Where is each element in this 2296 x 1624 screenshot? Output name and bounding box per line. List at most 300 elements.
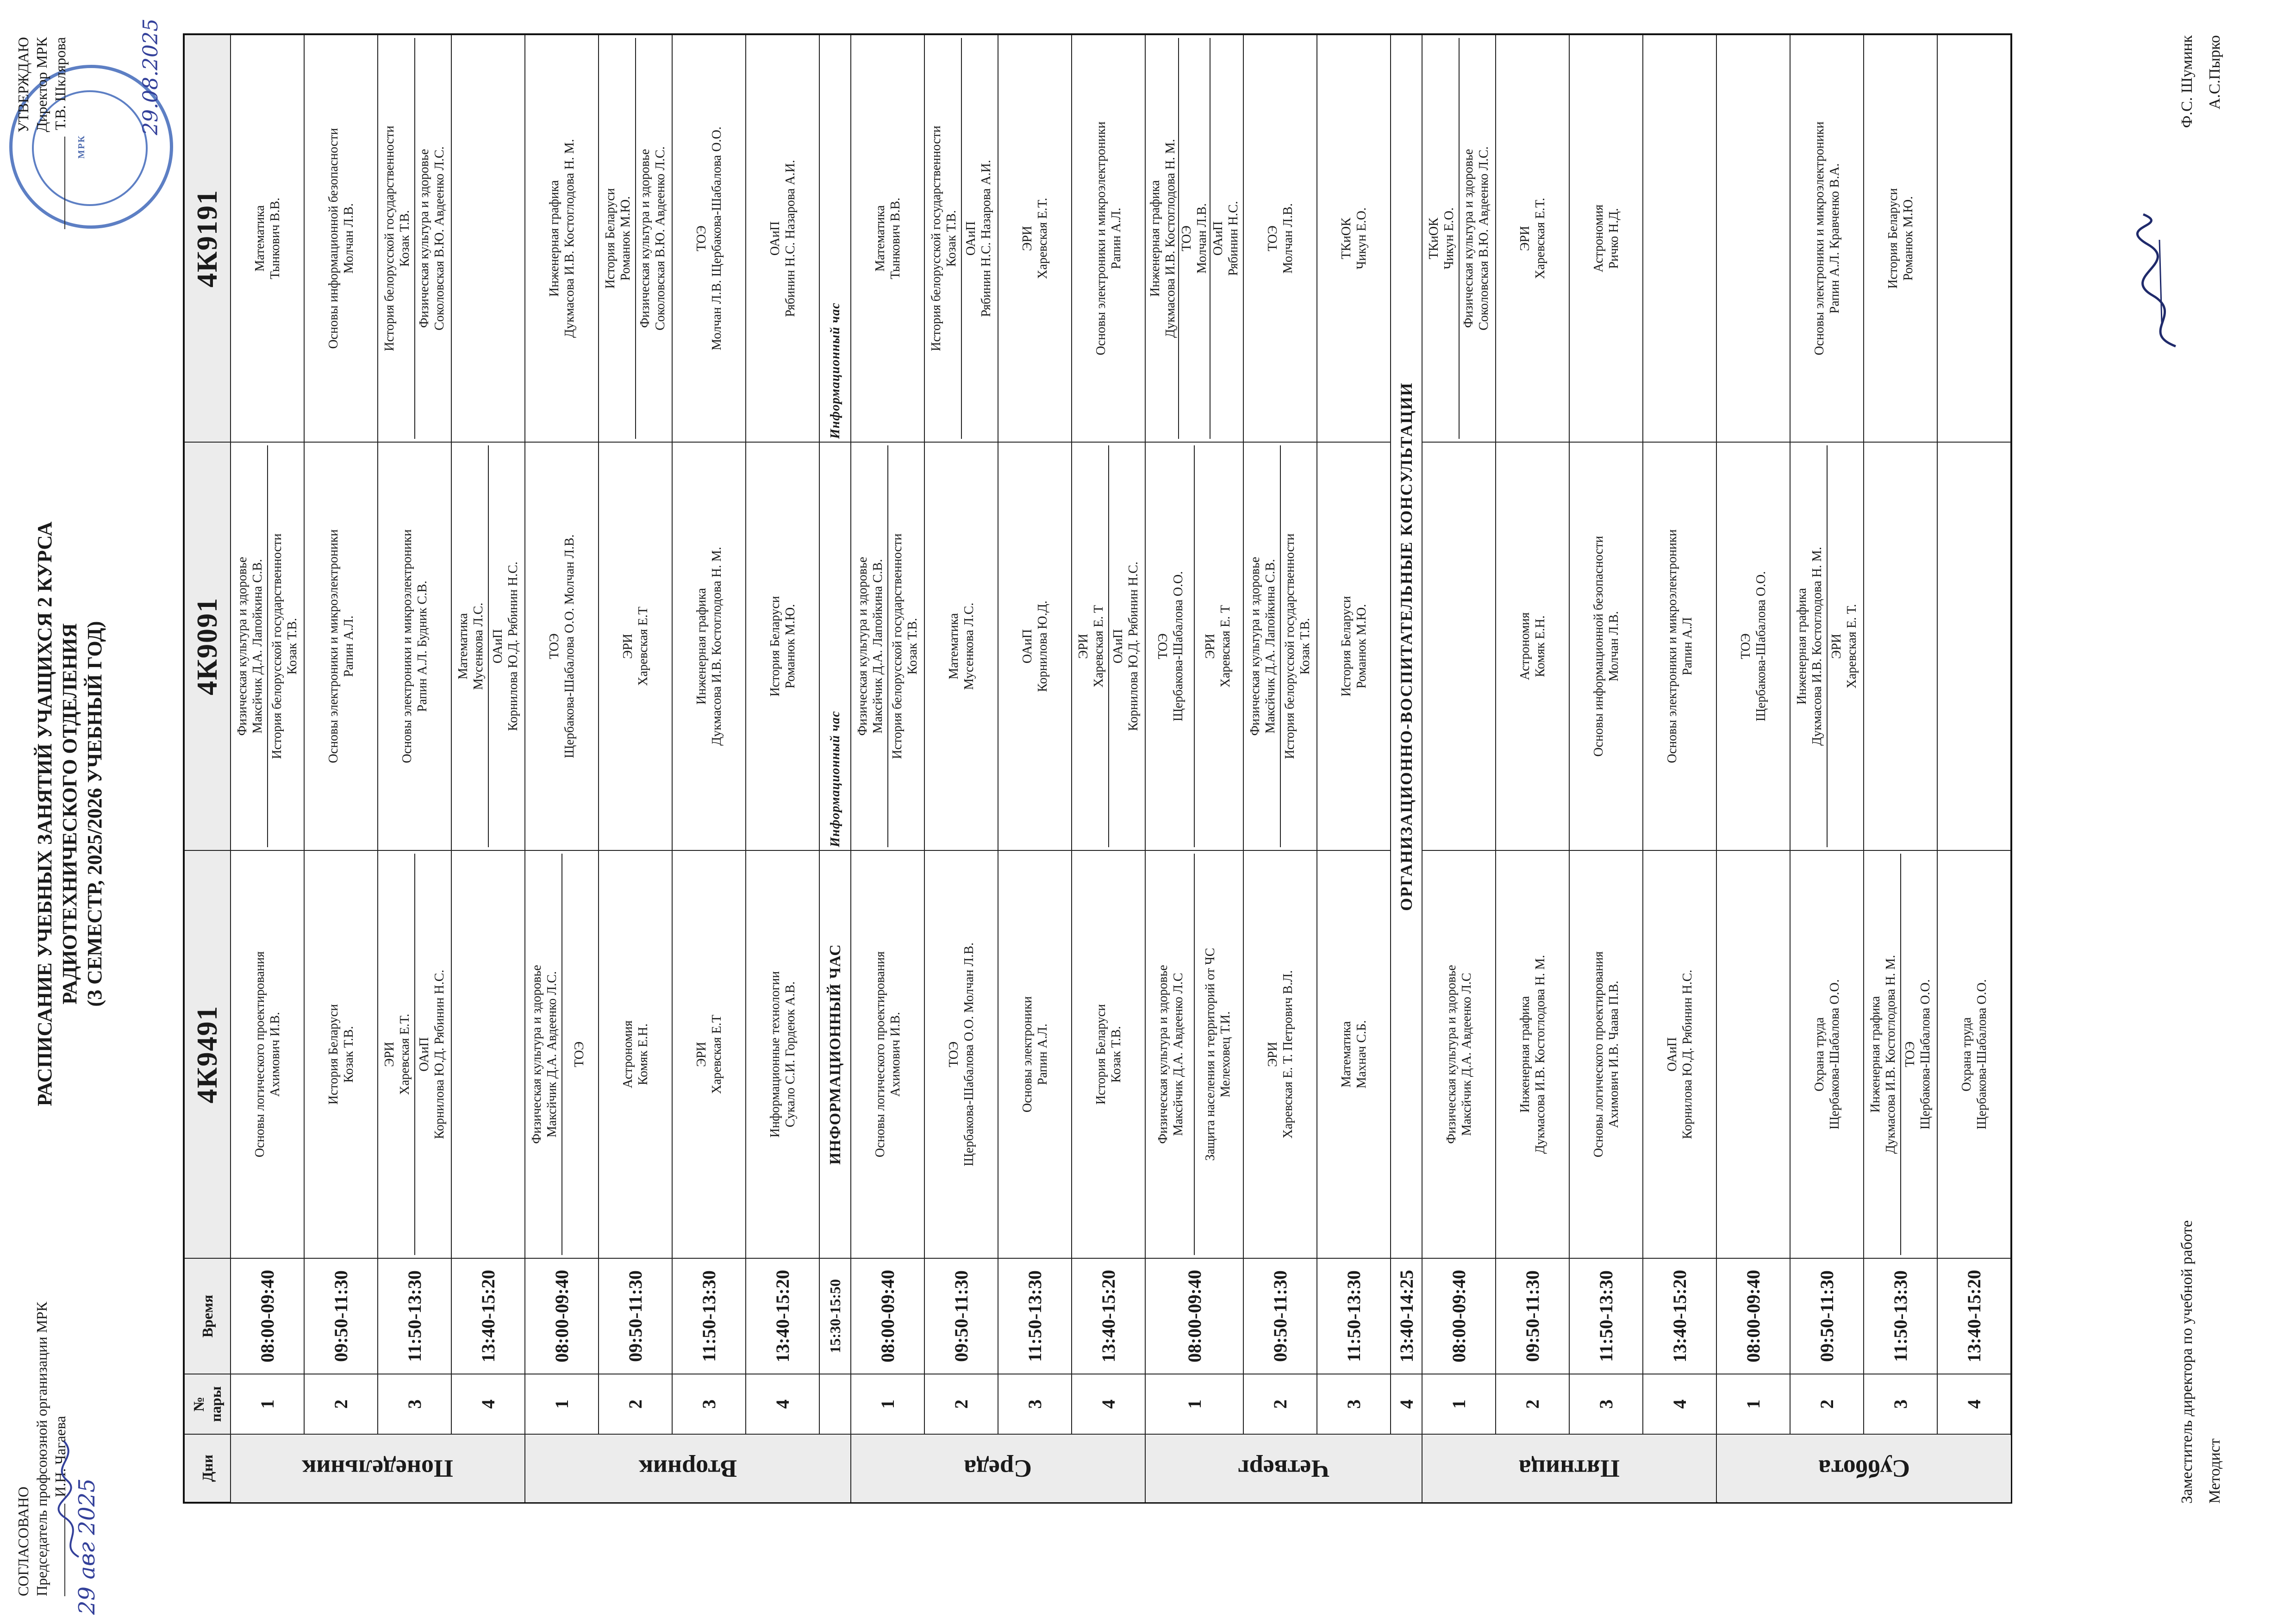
subject-name: Инженерная графика: [1148, 180, 1162, 297]
lesson-cell: [1496, 34, 1569, 442]
lesson-part: [1280, 445, 1315, 847]
teacher-name: Ахимович И.В.: [888, 1012, 903, 1097]
table-row: [1422, 34, 1496, 1503]
agreed-heading: СОГЛАСОВАНО: [15, 1487, 31, 1596]
lesson-content: [1339, 445, 1369, 847]
subject-name: ОАиП: [1211, 221, 1225, 256]
subject-name: ЭРИ: [1203, 633, 1217, 659]
table-row: [304, 34, 378, 1503]
table-row: [1317, 34, 1391, 1503]
lesson-content: [1148, 445, 1241, 847]
lesson-content: [1020, 38, 1050, 439]
pair-number: 1: [231, 1374, 304, 1434]
info-hour-note-2: Информационный час: [819, 442, 851, 850]
pair-number: 1: [525, 1374, 599, 1434]
teacher-name: Харевская Е.Т.: [397, 1013, 412, 1095]
lesson-cell: [746, 850, 819, 1258]
pair-time: 11:50-13:30: [998, 1258, 1072, 1374]
lesson-content: [454, 445, 523, 847]
teacher-name: Чикун Е.О.: [1441, 207, 1456, 269]
subject-name: Информационные технологии: [767, 971, 782, 1138]
info-hour-text: ИНФОРМАЦИОННЫЙ ЧАС: [819, 850, 851, 1258]
pair-time: 08:00-09:40: [1716, 1258, 1790, 1374]
teacher-name: Харевская Е. Т.: [1845, 604, 1859, 689]
approved-date: 29.08.2025: [139, 19, 162, 135]
table-row: [851, 34, 924, 1503]
lesson-part: [853, 445, 887, 847]
teacher-name: Рапин А.Л.: [341, 615, 356, 677]
subject-name: Физическая культура и здоровье: [529, 965, 544, 1144]
subject-name: Математика: [946, 613, 961, 680]
teacher-name: Козак Т.В.: [285, 618, 300, 675]
lesson-cell: [851, 850, 924, 1258]
subject-name: Основы информационной безопасности: [1591, 536, 1606, 757]
approved-name-line: [51, 37, 69, 278]
lesson-part: [1591, 445, 1622, 847]
subject-name: ТОЭ: [1903, 1041, 1918, 1068]
lesson-cell: [304, 442, 378, 850]
methodist-label: Методист: [2206, 1438, 2223, 1504]
pair-time: 13:40-15:20: [451, 1258, 525, 1374]
lesson-content: [1424, 38, 1493, 439]
teacher-name: Дукмасова И.В. Костоглодова Н. М.: [1883, 955, 1898, 1154]
schedule-table: [183, 33, 2012, 1504]
teacher-name: Соколовская В.Ю. Авдеенко Л.С.: [1477, 146, 1491, 331]
lesson-part: [326, 445, 356, 847]
subject-name: ЭРИ: [1076, 633, 1091, 659]
subject-name: ТОЭ: [694, 225, 709, 251]
deputy-signature: [2134, 212, 2190, 351]
teacher-name: Романюк М.Ю.: [783, 604, 798, 689]
table-row: [672, 34, 746, 1503]
lesson-part: [326, 38, 356, 439]
teacher-name: Ричко Н.Д.: [1606, 208, 1621, 269]
lesson-part: [527, 854, 562, 1255]
subject-name: История белорусской государственности: [1283, 533, 1298, 759]
lesson-part: [873, 854, 903, 1255]
lesson-part: [694, 445, 724, 847]
lesson-cell: [1790, 34, 1864, 442]
lesson-cell: [451, 850, 525, 1258]
day-name-1: Вторник: [525, 1434, 851, 1503]
lesson-cell: [451, 34, 525, 442]
pair-number: 2: [599, 1374, 672, 1434]
pair-time: 13:40-15:20: [746, 1258, 819, 1374]
table-row: [451, 34, 525, 1503]
subject-name: Физическая культура и здоровье: [1248, 556, 1262, 736]
subject-name: Защита населения и территорий от ЧС: [1203, 948, 1217, 1161]
subject-name: ЭРИ: [1020, 225, 1035, 251]
lesson-cell: [1716, 850, 1790, 1258]
lesson-cell: [1937, 442, 2011, 850]
lesson-part: [1178, 38, 1210, 439]
lesson-part: [233, 445, 267, 847]
pair-time: 11:50-13:30: [1864, 1258, 1937, 1374]
lesson-part: [454, 445, 488, 847]
lesson-cell: [1422, 850, 1496, 1258]
subject-name: Инженерная графика: [1794, 588, 1809, 705]
day-name-3: Четверг: [1145, 1434, 1422, 1503]
subject-name: Физическая культура и здоровье: [417, 149, 432, 328]
subject-name: Основы электроники и микроэлектроники: [399, 529, 414, 763]
org-time: 13:40-14:25: [1391, 1258, 1422, 1374]
lesson-cell: [672, 442, 746, 850]
lesson-content: [1812, 38, 1842, 439]
lesson-content: [326, 854, 356, 1255]
teacher-name: Козак Т.В.: [944, 210, 959, 267]
lesson-content: [767, 854, 798, 1255]
subject-name: Инженерная графика: [547, 180, 562, 297]
agreed-name: И.Н. Чагаева: [52, 1416, 69, 1497]
col-day-header: Дни: [184, 1434, 231, 1503]
teacher-name: Максйчик Д.А. Авдеенко Л.С: [1171, 973, 1185, 1136]
lesson-part: [1424, 38, 1459, 439]
table-row: [1643, 34, 1716, 1503]
col-num-header: № пары: [184, 1374, 231, 1434]
teacher-name: Романюк М.Ю.: [618, 196, 633, 281]
teacher-name: Дукмасова И.В. Костоглодова Н. М.: [709, 547, 724, 746]
lesson-cell: [1072, 850, 1145, 1258]
lesson-part: [1148, 38, 1178, 439]
lesson-cell: [231, 34, 304, 442]
lesson-content: [1959, 854, 1990, 1255]
pair-time: 08:00-09:40: [231, 1258, 304, 1374]
lesson-content: [233, 445, 302, 847]
lesson-part: [1459, 38, 1494, 439]
teacher-name: Мелеховец Т.И.: [1218, 1011, 1233, 1098]
subject-name: ОАиП: [964, 221, 979, 256]
lesson-content: [1665, 445, 1695, 847]
lesson-content: [1591, 445, 1622, 847]
subject-name: Основы электроники и микроэлектроники: [1093, 121, 1108, 356]
pair-number: 1: [851, 1374, 924, 1434]
lesson-part: [1738, 445, 1769, 847]
lesson-content: [767, 38, 798, 439]
lesson-part: [1020, 38, 1050, 439]
lesson-content: [1517, 445, 1548, 847]
teacher-name: Рябинин Н.С.: [1226, 201, 1241, 276]
teacher-name: Рябинин Н.С. Назарова А.И.: [979, 160, 994, 317]
teacher-name: Молчан Л.В. Щербакова-Шабалова О.О.: [709, 126, 724, 350]
methodist-name: А.С.Пырко: [2206, 35, 2223, 110]
subject-name: Основы электроники и микроэлектроники: [1665, 529, 1679, 763]
lesson-cell: [1243, 850, 1317, 1258]
subject-name: ОАиП: [1111, 629, 1126, 664]
subject-name: Математика: [455, 613, 470, 680]
teacher-name: Максйчик Д.А. Лапойкина С.В.: [250, 559, 265, 734]
lesson-content: [873, 38, 903, 439]
lesson-content: [547, 38, 577, 439]
table-row: [1864, 34, 1937, 1503]
lesson-content: [694, 445, 724, 847]
lesson-part: [946, 854, 977, 1255]
lesson-part: [1074, 445, 1108, 847]
lesson-part: [601, 38, 635, 439]
lesson-cell: [1317, 442, 1391, 850]
subject-name: История Беларуси: [1339, 596, 1354, 697]
lesson-content: [927, 38, 996, 439]
table-row: [924, 34, 998, 1503]
pair-time: 11:50-13:30: [672, 1258, 746, 1374]
subject-name: ЭРИ: [1517, 225, 1532, 251]
subject-name: История белорусской государственности: [382, 125, 397, 351]
teacher-name: Харевская Е. Т. Петрович В.Л.: [1280, 970, 1295, 1139]
subject-name: История Беларуси: [603, 188, 618, 289]
lesson-part: [1517, 445, 1548, 847]
teacher-name: Козак Т.В.: [1109, 1026, 1123, 1083]
subject-name: Инженерная графика: [1868, 996, 1883, 1113]
lesson-part: [267, 445, 302, 847]
pair-number: 2: [1790, 1374, 1864, 1434]
lesson-part: [1246, 445, 1280, 847]
table-header-row: [184, 34, 231, 1503]
lesson-part: [1339, 38, 1369, 439]
lesson-cell: [746, 34, 819, 442]
table-row: [746, 34, 819, 1503]
lesson-content: [399, 445, 430, 847]
lesson-cell: [1145, 850, 1243, 1258]
lesson-content: [1148, 854, 1241, 1255]
lesson-cell: [1422, 442, 1496, 850]
teacher-name: Щербакова-Шабалова О.О. Молчан Л.В.: [961, 942, 976, 1167]
lesson-cell: [304, 34, 378, 442]
lesson-cell: [746, 442, 819, 850]
subject-name: ОАиП: [417, 1037, 432, 1072]
title-line-2: (3 СЕМЕСТР, 2025/2026 УЧЕБНЫЙ ГОД): [83, 621, 106, 1007]
lesson-part: [961, 38, 996, 439]
day-name-2: Среда: [851, 1434, 1145, 1503]
subject-name: Астрономия: [1591, 204, 1606, 273]
teacher-name: Романюк М.Ю.: [1354, 604, 1369, 689]
teacher-name: Козак Т.В.: [905, 618, 920, 675]
lesson-part: [767, 38, 798, 439]
lesson-content: [620, 854, 651, 1255]
teacher-name: Рапин А.Л. Кравченко В.А.: [1827, 163, 1842, 314]
lesson-cell: [924, 442, 998, 850]
subject-name: Физическая культура и здоровье: [638, 149, 653, 328]
lesson-part: [1827, 445, 1862, 847]
pair-time: 13:40-15:20: [1072, 1258, 1145, 1374]
table-row: [1569, 34, 1643, 1503]
teacher-name: Дукмасова И.В. Костоглодова Н. М.: [562, 139, 577, 338]
teacher-name: Сукало С.И. Гордеюк А.В.: [783, 981, 798, 1128]
table-row: [1145, 34, 1243, 1503]
lesson-part: [1900, 854, 1935, 1255]
subject-name: Математика: [1339, 1021, 1354, 1088]
lesson-cell: [304, 850, 378, 1258]
pair-number: 2: [1243, 1374, 1317, 1434]
pair-number: 1: [1716, 1374, 1790, 1434]
lesson-part: [1093, 38, 1124, 439]
teacher-name: Рябинин Н.С. Назарова А.И.: [783, 160, 798, 317]
lesson-content: [1591, 38, 1622, 439]
lesson-content: [252, 854, 283, 1255]
pair-number: 3: [998, 1374, 1072, 1434]
pair-number: 2: [1496, 1374, 1569, 1434]
lesson-cell: [1716, 442, 1790, 850]
agreed-org: Председатель профсоюзной организации МРК: [33, 1301, 50, 1596]
teacher-name: Молчан Л.В.: [1280, 203, 1295, 274]
subject-name: Физическая культура и здоровье: [1461, 149, 1476, 328]
lesson-part: [562, 854, 597, 1255]
table-row: [378, 34, 451, 1503]
lesson-cell: [1243, 34, 1317, 442]
teacher-name: Махнач С.Б.: [1354, 1020, 1369, 1089]
table-row: [1790, 34, 1864, 1503]
lesson-content: [326, 445, 356, 847]
lesson-cell: [1422, 34, 1496, 442]
lesson-part: [1591, 854, 1622, 1255]
deputy-label: Заместитель директора по учебной работе: [2178, 1220, 2196, 1504]
pair-time: 11:50-13:30: [1569, 1258, 1643, 1374]
teacher-name: Дукмасова И.В. Костоглодова Н. М.: [1163, 139, 1178, 338]
lesson-part: [1812, 38, 1842, 439]
lesson-cell: [672, 850, 746, 1258]
lesson-part: [1665, 445, 1695, 847]
lesson-part: [414, 854, 449, 1255]
schedule-body: [231, 34, 2011, 1503]
subject-name: Основы информационной безопасности: [326, 128, 341, 349]
lesson-cell: [378, 442, 451, 850]
org-num: 4: [1391, 1374, 1422, 1434]
pair-number: 4: [1072, 1374, 1145, 1434]
subject-name: Математика: [873, 205, 887, 272]
lesson-part: [1020, 445, 1050, 847]
lesson-content: [326, 38, 356, 439]
agreed-date: 29 авг 2025: [74, 1478, 100, 1615]
lesson-part: [1866, 854, 1900, 1255]
lesson-cell: [525, 442, 599, 850]
day-name-5: Суббота: [1716, 1434, 2011, 1503]
teacher-name: Козак Т.В.: [341, 1026, 356, 1083]
subject-name: ТОЭ: [1265, 225, 1280, 251]
lesson-cell: [525, 34, 599, 442]
teacher-name: Ахимович И.В. Чаава П.В.: [1606, 981, 1621, 1128]
lesson-part: [620, 445, 651, 847]
teacher-name: Щербакова-Шабалова О.О.: [1171, 571, 1185, 722]
lesson-cell: [924, 850, 998, 1258]
lesson-content: [1339, 38, 1369, 439]
lesson-part: [1020, 854, 1050, 1255]
lesson-cell: [1072, 34, 1145, 442]
lesson-cell: [1569, 34, 1643, 442]
teacher-name: Харевская Е.Т: [636, 606, 650, 686]
lesson-cell: [599, 850, 672, 1258]
lesson-content: [946, 854, 977, 1255]
subject-name: ЭРИ: [1265, 1042, 1280, 1067]
subject-name: Астрономия: [620, 1020, 635, 1088]
teacher-name: Харевская Е.Т.: [1035, 198, 1050, 279]
table-row: [599, 34, 672, 1503]
lesson-cell: [1145, 442, 1243, 850]
lesson-content: [1444, 854, 1474, 1255]
subject-name: Охрана труда: [1812, 1017, 1827, 1092]
teacher-name: Щербакова-Шабалова О.О.: [1753, 571, 1768, 722]
lesson-part: [1108, 445, 1143, 847]
pair-time: 09:50-11:30: [1790, 1258, 1864, 1374]
lesson-cell: [599, 442, 672, 850]
teacher-name: Тынкович В.В.: [268, 197, 282, 280]
lesson-cell: [599, 34, 672, 442]
subject-name: История Беларуси: [1093, 1004, 1108, 1105]
table-row: [1243, 34, 1317, 1503]
lesson-content: [1246, 445, 1315, 847]
pair-number: 1: [1145, 1374, 1243, 1434]
lesson-part: [694, 854, 724, 1255]
day-name-0: Понедельник: [231, 1434, 525, 1503]
pair-number: 3: [378, 1374, 451, 1434]
subject-name: ТОЭ: [1156, 633, 1170, 659]
teacher-name: Рапин А.Л. Будник С.В.: [415, 581, 430, 712]
lesson-cell: [1145, 34, 1243, 442]
lesson-part: [1959, 854, 1990, 1255]
teacher-name: Корнилова Ю.Д. Рябинин Н.С.: [1126, 562, 1141, 731]
subject-name: ОАиП: [1665, 1037, 1679, 1072]
subject-name: Охрана труда: [1959, 1017, 1974, 1092]
teacher-name: Корнилова Ю.Д. Рябинин Н.С.: [1680, 969, 1695, 1139]
subject-name: ЭРИ: [1829, 633, 1844, 659]
lesson-part: [1339, 445, 1369, 847]
lesson-part: [1210, 38, 1241, 439]
subject-name: ТОЭ: [547, 633, 562, 659]
lesson-cell: [672, 34, 746, 442]
lesson-part: [1339, 854, 1369, 1255]
lesson-part: [1194, 445, 1241, 847]
subject-name: История белорусской государственности: [929, 125, 943, 351]
approved-heading: УТВЕРЖДАЮ: [15, 37, 31, 133]
lesson-part: [767, 854, 798, 1255]
info-hour-row: [819, 34, 851, 1503]
lesson-cell: [1864, 442, 1937, 850]
teacher-name: Комяк Е.Н.: [636, 1023, 650, 1086]
teacher-name: Комяк Е.Н.: [1533, 615, 1547, 677]
subject-name: Основы электроники: [1020, 996, 1035, 1112]
pair-time: 08:00-09:40: [1422, 1258, 1496, 1374]
lesson-content: [1093, 38, 1124, 439]
subject-name: ОАиП: [767, 221, 782, 256]
lesson-part: [1517, 854, 1548, 1255]
lesson-content: [1885, 38, 1916, 439]
lesson-cell: [231, 850, 304, 1258]
teacher-name: Дукмасова И.В. Костоглодова Н. М.: [1533, 955, 1547, 1154]
lesson-part: [1591, 38, 1622, 439]
lesson-cell: [924, 34, 998, 442]
table-row: [1716, 34, 1790, 1503]
lesson-part: [1792, 445, 1827, 847]
lesson-cell: [998, 850, 1072, 1258]
lesson-cell: [1790, 442, 1864, 850]
lesson-part: [694, 38, 724, 439]
lesson-part: [399, 445, 430, 847]
teacher-name: Щербакова-Шабалова О.О.: [1827, 979, 1842, 1130]
teacher-name: Дукмасова И.В. Костоглодова Н. М.: [1809, 547, 1824, 746]
teacher-name: Ахимович И.В.: [268, 1012, 282, 1097]
lesson-cell: [1716, 34, 1790, 442]
lesson-cell: [378, 850, 451, 1258]
pair-number: 2: [924, 1374, 998, 1434]
lesson-content: [694, 854, 724, 1255]
table-row: [231, 34, 304, 1503]
subject-name: Физическая культура и здоровье: [1156, 965, 1170, 1144]
pair-time: 09:50-11:30: [1243, 1258, 1317, 1374]
deputy-name: Ф.С. Шуминк: [2178, 35, 2196, 128]
subject-name: Физическая культура и здоровье: [855, 556, 870, 736]
teacher-name: Молчан Л.В.: [1195, 203, 1209, 274]
lesson-part: [1148, 854, 1194, 1255]
info-time: 15:30-15:50: [819, 1258, 851, 1374]
info-hour-note-3: Информационный час: [819, 34, 851, 442]
subject-name: ЭРИ: [694, 1042, 709, 1067]
